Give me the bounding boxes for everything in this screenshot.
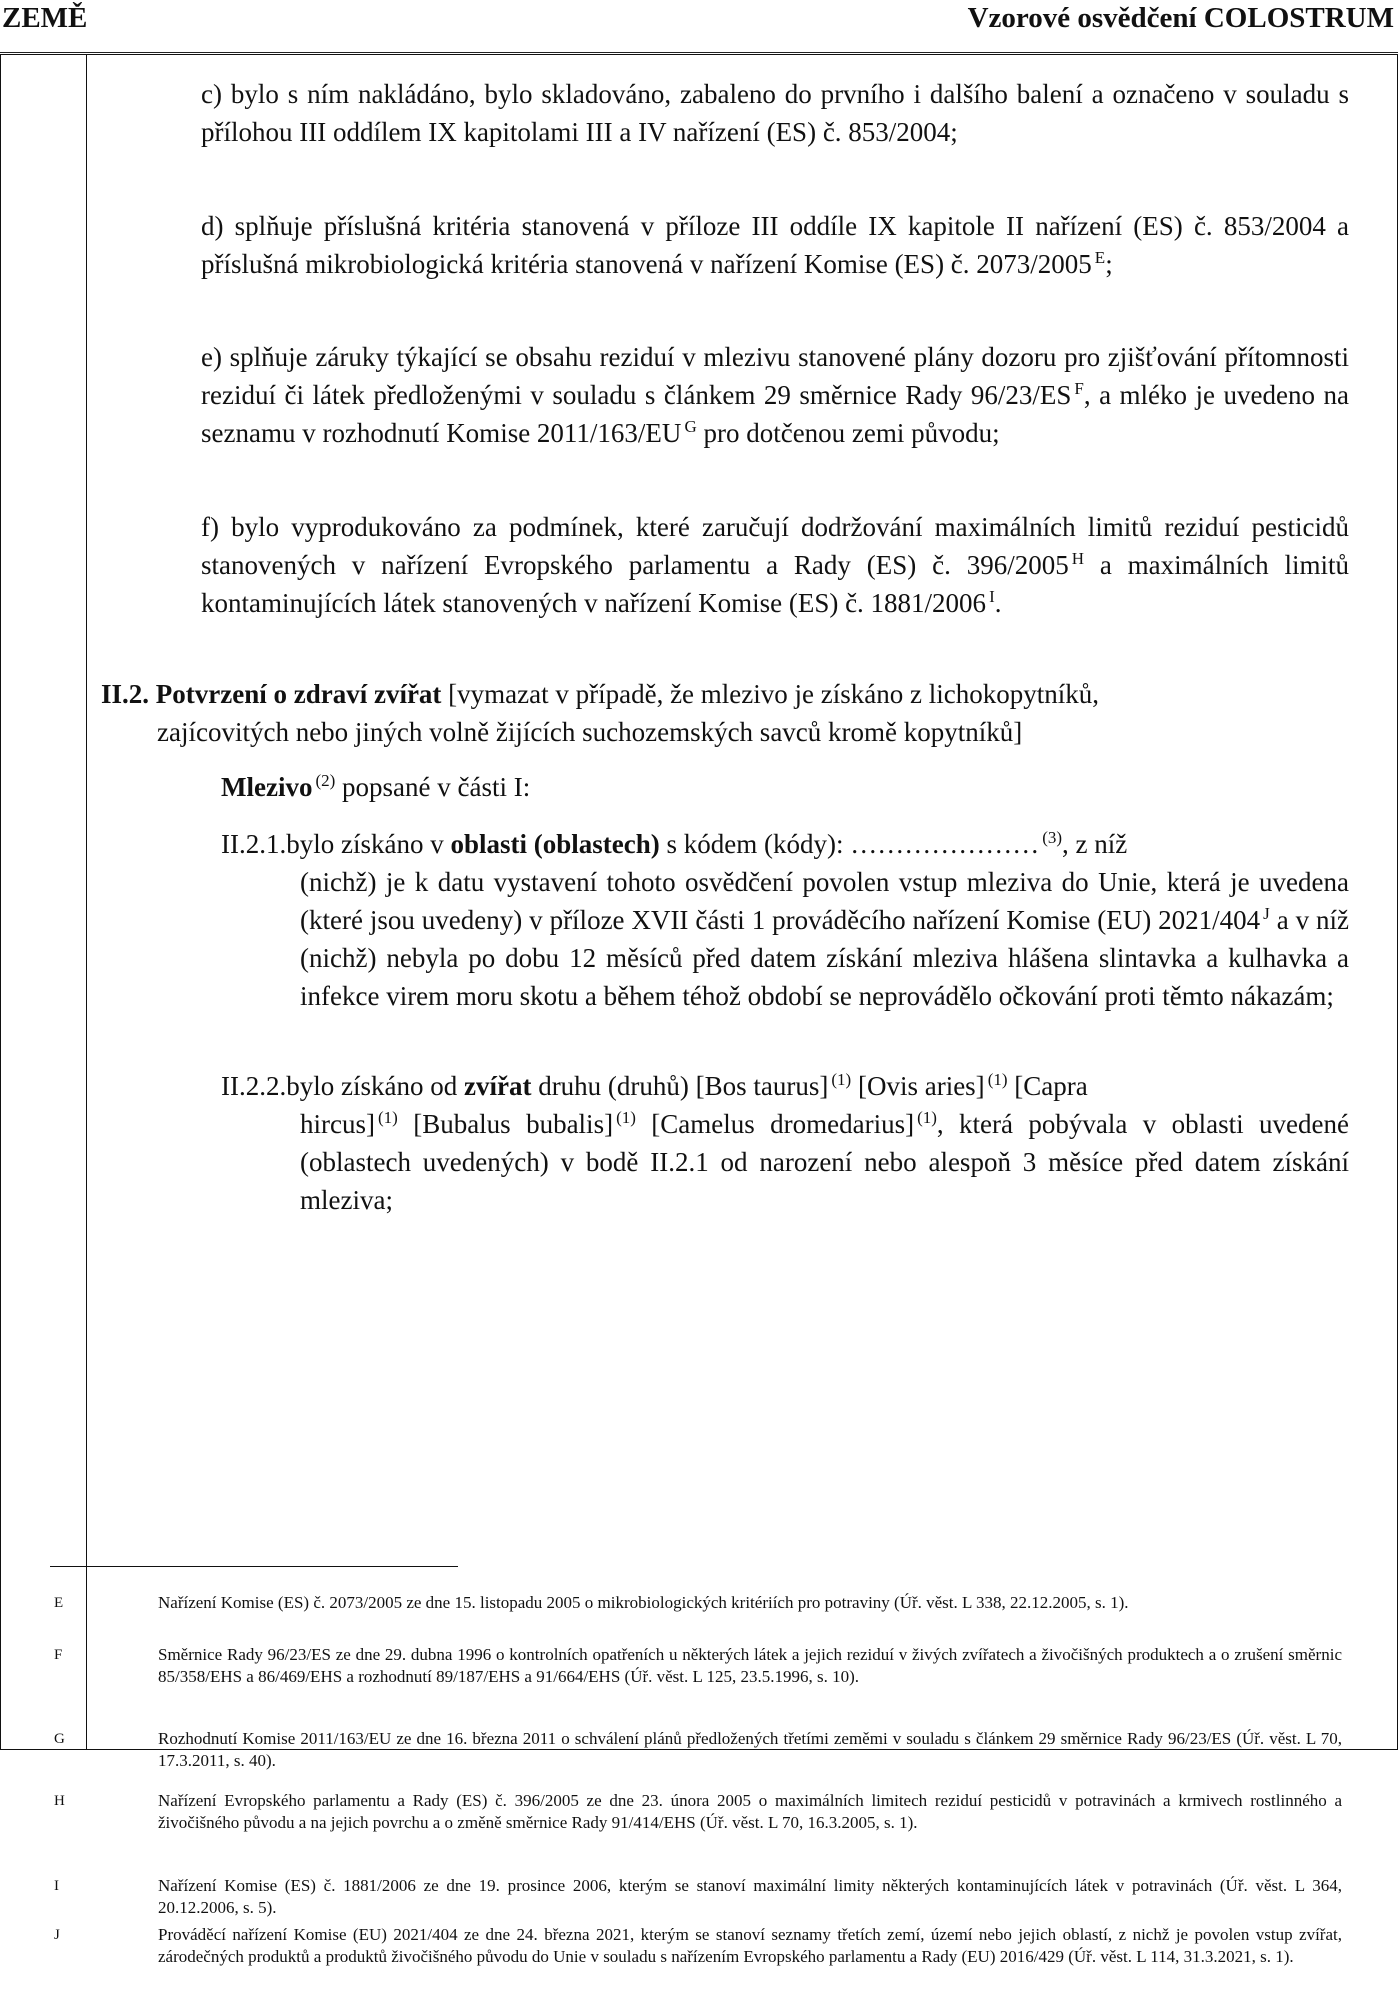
- item-ii-2-1-text-d: , z níž: [1062, 829, 1128, 859]
- footnote-h-text: Nařízení Evropského parlamentu a Rady (ES) č. 396/2005 ze dne 23. února 2005 o maximálních limitech reziduí pesticidů v potravinách a krmivech rostlinného a živočišného původu a na jejich povrchu a o změně směrnice Rady 91/414/EHS (Úř. věst. L 70, 16.3.2005, s. 1).: [158, 1791, 1342, 1832]
- item-ii-2-2-note-ref-1b: (1): [987, 1070, 1008, 1089]
- item-ii-2-1-label: II.2.1.: [221, 829, 287, 859]
- mlezivo-label: Mlezivo: [221, 772, 313, 802]
- mlezivo-note-ref: (2): [315, 771, 336, 790]
- header-certificate-title: Vzorové osvědčení COLOSTRUM: [967, 2, 1394, 34]
- footnote-f-mark: F: [54, 1647, 63, 1663]
- footnote-j-mark: J: [54, 1927, 60, 1943]
- footnote-e-mark: E: [54, 1595, 64, 1611]
- footnote-ref-j: J: [1263, 904, 1270, 923]
- item-ii-2-1-rest-2: a v níž (nichž) nebyla po dobu 12 měsíců před datem získání mleziva hlášena slintavka a kulhavka a infekce virem moru skotu a během téhož období se neprovádělo očkování proti těmto nákazám;: [300, 905, 1349, 1011]
- item-ii-2-1-bold: oblasti (oblastech): [450, 829, 660, 859]
- item-ii-2-2-note-ref-1a: (1): [831, 1070, 852, 1089]
- item-ii-2-2-text-g: [Bubalus bubalis]: [397, 1109, 614, 1139]
- section-heading: [101, 675, 1391, 751]
- footnote-i-text: Nařízení Komise (ES) č. 1881/2006 ze dne 19. prosince 2006, kterým se stanoví maximální limity některých kontaminujících látek v potravinách (Úř. věst. L 364, 20.12.2006, s. 5).: [158, 1876, 1342, 1917]
- item-ii-2-2-note-ref-1d: (1): [616, 1108, 636, 1127]
- item-ii-2-2-text-e: [Capra: [1007, 1071, 1088, 1101]
- paragraph-d: [201, 207, 1349, 283]
- footnote-f-text: Směrnice Rady 96/23/ES ze dne 29. dubna 1996 o kontrolních opatřeních u některých látek a jejich reziduí v živých zvířatech a živočišných produktech a o zrušení směrnic 85/358/EHS a 86/469/EHS a rozhodnutí 89/187/EHS a 91/664/EHS (Úř. věst. L 125, 23.5.1996, s. 10).: [158, 1645, 1342, 1686]
- footnote-g-mark: G: [54, 1731, 65, 1747]
- footnote-e-text: Nařízení Komise (ES) č. 2073/2005 ze dne 15. listopadu 2005 o mikrobiologických kritériích pro potraviny (Úř. věst. L 338, 22.12.2005, s. 1).: [158, 1593, 1129, 1612]
- certificate-box: [0, 54, 1398, 1750]
- section-number: II.2.: [101, 679, 150, 709]
- footnote-ref-e: E: [1094, 248, 1106, 267]
- paragraph-e-text-3: pro dotčenou zemi původu;: [696, 418, 1000, 448]
- section-note-line-1: [vymazat v případě, že mlezivo je získáno z lichokopytníků,: [448, 679, 1099, 709]
- item-ii-2-1-rest: (nichž) je k datu vystavení tohoto osvědčení povolen vstup mleziva do Unie, která je uvedena (které jsou uvedeny) v příloze XVII části 1 prováděcího nařízení Komise (EU) 2021/404: [300, 867, 1349, 935]
- item-ii-2-2-text-c: druhu (druhů) [Bos taurus]: [531, 1071, 829, 1101]
- mlezivo-intro: [221, 768, 1321, 806]
- footnote-ref-h: H: [1071, 549, 1084, 568]
- footnote-ref-f: F: [1074, 379, 1084, 398]
- item-ii-2-1-text-a: bylo získáno v: [286, 829, 451, 859]
- item-ii-2-2-note-ref-1e: (1): [917, 1108, 937, 1127]
- item-ii-2-1-continuation: [221, 863, 1349, 1015]
- left-column-divider: [86, 55, 87, 1749]
- item-ii-2-2-continuation: [221, 1105, 1349, 1219]
- section-note-line-2: zajícovitých nebo jiných volně žijících suchozemských savců kromě kopytníků]: [157, 717, 1023, 747]
- footnote-i-mark: I: [54, 1878, 59, 1894]
- paragraph-f-text-1: f) bylo vyprodukováno za podmínek, které zaručují dodržování maximálních limitů reziduí pesticidů stanovených v nařízení Evropského parlamentu a Rady (ES) č. 396/2005: [201, 512, 1349, 580]
- paragraph-f-text-3: .: [994, 588, 1002, 618]
- footnote-separator: [50, 1566, 458, 1567]
- paragraph-c-text: c) bylo s ním nakládáno, bylo skladováno, zabaleno do prvního i dalšího balení a označeno v souladu s přílohou III oddílem IX kapitolami III a IV nařízení (ES) č. 853/2004;: [201, 79, 1349, 147]
- item-ii-2-2-text-h: [Camelus dromedarius]: [635, 1109, 915, 1139]
- item-ii-2-2-note-ref-1c: (1): [377, 1108, 398, 1127]
- item-ii-2-1-text-c: s kódem (kódy):: [659, 829, 851, 859]
- footnote-ref-g: G: [684, 417, 697, 436]
- paragraph-e-text-1: e) splňuje záruky týkající se obsahu reziduí v mlezivu stanovené plány dozoru pro zjišťování přítomnosti reziduí či látek předloženými v souladu s článkem 29 směrnice Rady 96/23/ES: [201, 342, 1349, 410]
- paragraph-d-tail: ;: [1105, 249, 1113, 279]
- item-ii-2-2-text-d: [Ovis aries]: [851, 1071, 985, 1101]
- footnote-g-text: Rozhodnutí Komise 2011/163/EU ze dne 16. března 2011 o schválení plánů předložených třetími zeměmi v souladu s článkem 29 směrnice Rady 96/23/ES (Úř. věst. L 70, 17.3.2011, s. 40).: [158, 1729, 1342, 1770]
- footnote-j-text: Prováděcí nařízení Komise (EU) 2021/404 ze dne 24. března 2021, kterým se stanoví seznamy třetích zemí, území nebo jejich oblastí, z nichž je povolen vstup zvířat, zárodečných produktů a produktů živočišného původu do Unie v souladu s nařízením Evropského parlamentu a Rady (EU) 2016/429 (Úř. věst. L 114, 31.3.2021, s. 1).: [158, 1925, 1342, 1966]
- item-ii-2-1: [221, 825, 1349, 1015]
- item-ii-2-2: [221, 1067, 1349, 1219]
- mlezivo-rest: popsané v části I:: [335, 772, 531, 802]
- paragraph-e-text-2: , a mléko je uvedeno na seznamu v rozhodnutí Komise 2011/163/EU: [201, 380, 1349, 448]
- section-title: Potvrzení o zdraví zvířat: [155, 679, 442, 709]
- paragraph-f: [201, 508, 1349, 622]
- item-ii-2-1-dots: …………………: [850, 829, 1040, 859]
- item-ii-2-2-text-f: hircus]: [300, 1109, 375, 1139]
- header-country: ZEMĚ: [2, 2, 88, 34]
- footnote-ref-i: I: [989, 587, 995, 606]
- item-ii-2-1-note-ref-3: (3): [1042, 828, 1063, 847]
- header-rule: [0, 52, 1398, 53]
- footnote-h-mark: H: [54, 1793, 65, 1809]
- paragraph-e: [201, 338, 1349, 452]
- item-ii-2-2-text-a: bylo získáno od: [286, 1071, 464, 1101]
- page-header: [0, 2, 1398, 54]
- item-ii-2-2-text-i: , která pobývala v oblasti uvedené (oblastech uvedených) v bodě II.2.1 od narození nebo alespoň 3 měsíce před datem získání mleziva;: [300, 1109, 1349, 1215]
- paragraph-d-text: d) splňuje příslušná kritéria stanovená v příloze III oddíle IX kapitole II nařízení (ES) č. 853/2004 a příslušná mikrobiologická kritéria stanovená v nařízení Komise (ES) č. 2073/2005: [201, 211, 1349, 279]
- item-ii-2-2-label: II.2.2.: [221, 1071, 287, 1101]
- paragraph-c: [201, 75, 1349, 151]
- item-ii-2-2-bold: zvířat: [463, 1071, 532, 1101]
- paragraph-f-text-2: a maximálních limitů kontaminujících látek stanovených v nařízení Komise (ES) č. 1881/2006: [201, 550, 1349, 618]
